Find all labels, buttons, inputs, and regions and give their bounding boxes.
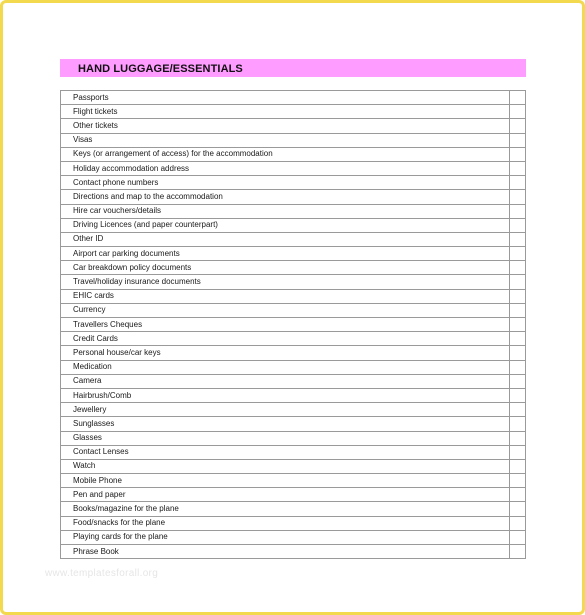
checklist-item-label: Car breakdown policy documents [61,261,510,275]
checklist-row [61,105,526,119]
checklist-row [61,545,526,559]
checklist-checkbox[interactable] [510,204,526,218]
checklist-row [61,459,526,473]
checklist-row [61,417,526,431]
checklist-item-label: Hairbrush/Comb [61,388,510,402]
checklist-row [61,474,526,488]
checklist-item-label: Books/magazine for the plane [61,502,510,516]
checklist-checkbox[interactable] [510,360,526,374]
checklist-item-label: Hire car vouchers/details [61,204,510,218]
checklist-row [61,502,526,516]
checklist-row [61,232,526,246]
checklist-item-label: Contact phone numbers [61,176,510,190]
checklist-checkbox[interactable] [510,431,526,445]
checklist-item-label: EHIC cards [61,289,510,303]
checklist-item-label: Personal house/car keys [61,346,510,360]
checklist-checkbox[interactable] [510,474,526,488]
checklist-checkbox[interactable] [510,190,526,204]
checklist-item-label: Contact Lenses [61,445,510,459]
checklist-row [61,161,526,175]
checklist-checkbox[interactable] [510,218,526,232]
checklist-row [61,204,526,218]
checklist-item-label: Phrase Book [61,545,510,559]
checklist-item-label: Directions and map to the accommodation [61,190,510,204]
checklist-checkbox[interactable] [510,275,526,289]
checklist-row [61,147,526,161]
checklist-checkbox[interactable] [510,332,526,346]
checklist-checkbox[interactable] [510,133,526,147]
checklist-row [61,275,526,289]
checklist-item-label: Playing cards for the plane [61,530,510,544]
checklist-checkbox[interactable] [510,530,526,544]
checklist-row [61,360,526,374]
checklist-checkbox[interactable] [510,516,526,530]
checklist-row [61,516,526,530]
checklist-checkbox[interactable] [510,417,526,431]
checklist-item-label: Other ID [61,232,510,246]
checklist-item-label: Visas [61,133,510,147]
checklist-item-label: Watch [61,459,510,473]
checklist-item-label: Travellers Cheques [61,318,510,332]
checklist-item-label: Mobile Phone [61,474,510,488]
checklist-row [61,261,526,275]
checklist-item-label: Keys (or arrangement of access) for the accommodation [61,147,510,161]
checklist-checkbox[interactable] [510,232,526,246]
checklist-row [61,332,526,346]
checklist-row [61,190,526,204]
checklist-row [61,374,526,388]
checklist-table [60,90,526,559]
checklist-item-label: Camera [61,374,510,388]
checklist-row [61,247,526,261]
checklist-item-label: Travel/holiday insurance documents [61,275,510,289]
checklist-row [61,530,526,544]
checklist-checkbox[interactable] [510,374,526,388]
checklist-row [61,289,526,303]
checklist-checkbox[interactable] [510,105,526,119]
checklist-row [61,176,526,190]
checklist-checkbox[interactable] [510,459,526,473]
checklist-checkbox[interactable] [510,289,526,303]
checklist-checkbox[interactable] [510,161,526,175]
checklist-checkbox[interactable] [510,445,526,459]
checklist-row [61,119,526,133]
checklist-row [61,346,526,360]
checklist-item-label: Flight tickets [61,105,510,119]
watermark-text: www.templatesforall.org [45,568,159,579]
checklist-row [61,303,526,317]
checklist-checkbox[interactable] [510,346,526,360]
checklist-item-label: Food/snacks for the plane [61,516,510,530]
checklist-item-label: Holiday accommodation address [61,161,510,175]
checklist-item-label: Airport car parking documents [61,247,510,261]
checklist-row [61,488,526,502]
checklist-checkbox[interactable] [510,147,526,161]
checklist-checkbox[interactable] [510,119,526,133]
checklist-body [61,91,526,559]
checklist-row [61,218,526,232]
checklist-row [61,445,526,459]
checklist-item-label: Driving Licences (and paper counterpart) [61,218,510,232]
checklist-checkbox[interactable] [510,247,526,261]
checklist-row [61,403,526,417]
checklist-checkbox[interactable] [510,176,526,190]
checklist-checkbox[interactable] [510,545,526,559]
checklist-item-label: Jewellery [61,403,510,417]
checklist-row [61,431,526,445]
checklist-checkbox[interactable] [510,261,526,275]
checklist-row [61,388,526,402]
checklist-item-label: Glasses [61,431,510,445]
checklist-row [61,318,526,332]
checklist-checkbox[interactable] [510,502,526,516]
checklist-checkbox[interactable] [510,303,526,317]
checklist-checkbox[interactable] [510,488,526,502]
checklist-item-label: Medication [61,360,510,374]
checklist-checkbox[interactable] [510,318,526,332]
checklist-row [61,133,526,147]
checklist-item-label: Passports [61,91,510,105]
checklist-checkbox[interactable] [510,91,526,105]
checklist-item-label: Other tickets [61,119,510,133]
checklist-item-label: Currency [61,303,510,317]
section-title: HAND LUGGAGE/ESSENTIALS [78,63,243,75]
checklist-item-label: Sunglasses [61,417,510,431]
checklist-checkbox[interactable] [510,388,526,402]
checklist-item-label: Credit Cards [61,332,510,346]
checklist-checkbox[interactable] [510,403,526,417]
checklist-item-label: Pen and paper [61,488,510,502]
checklist-row [61,91,526,105]
